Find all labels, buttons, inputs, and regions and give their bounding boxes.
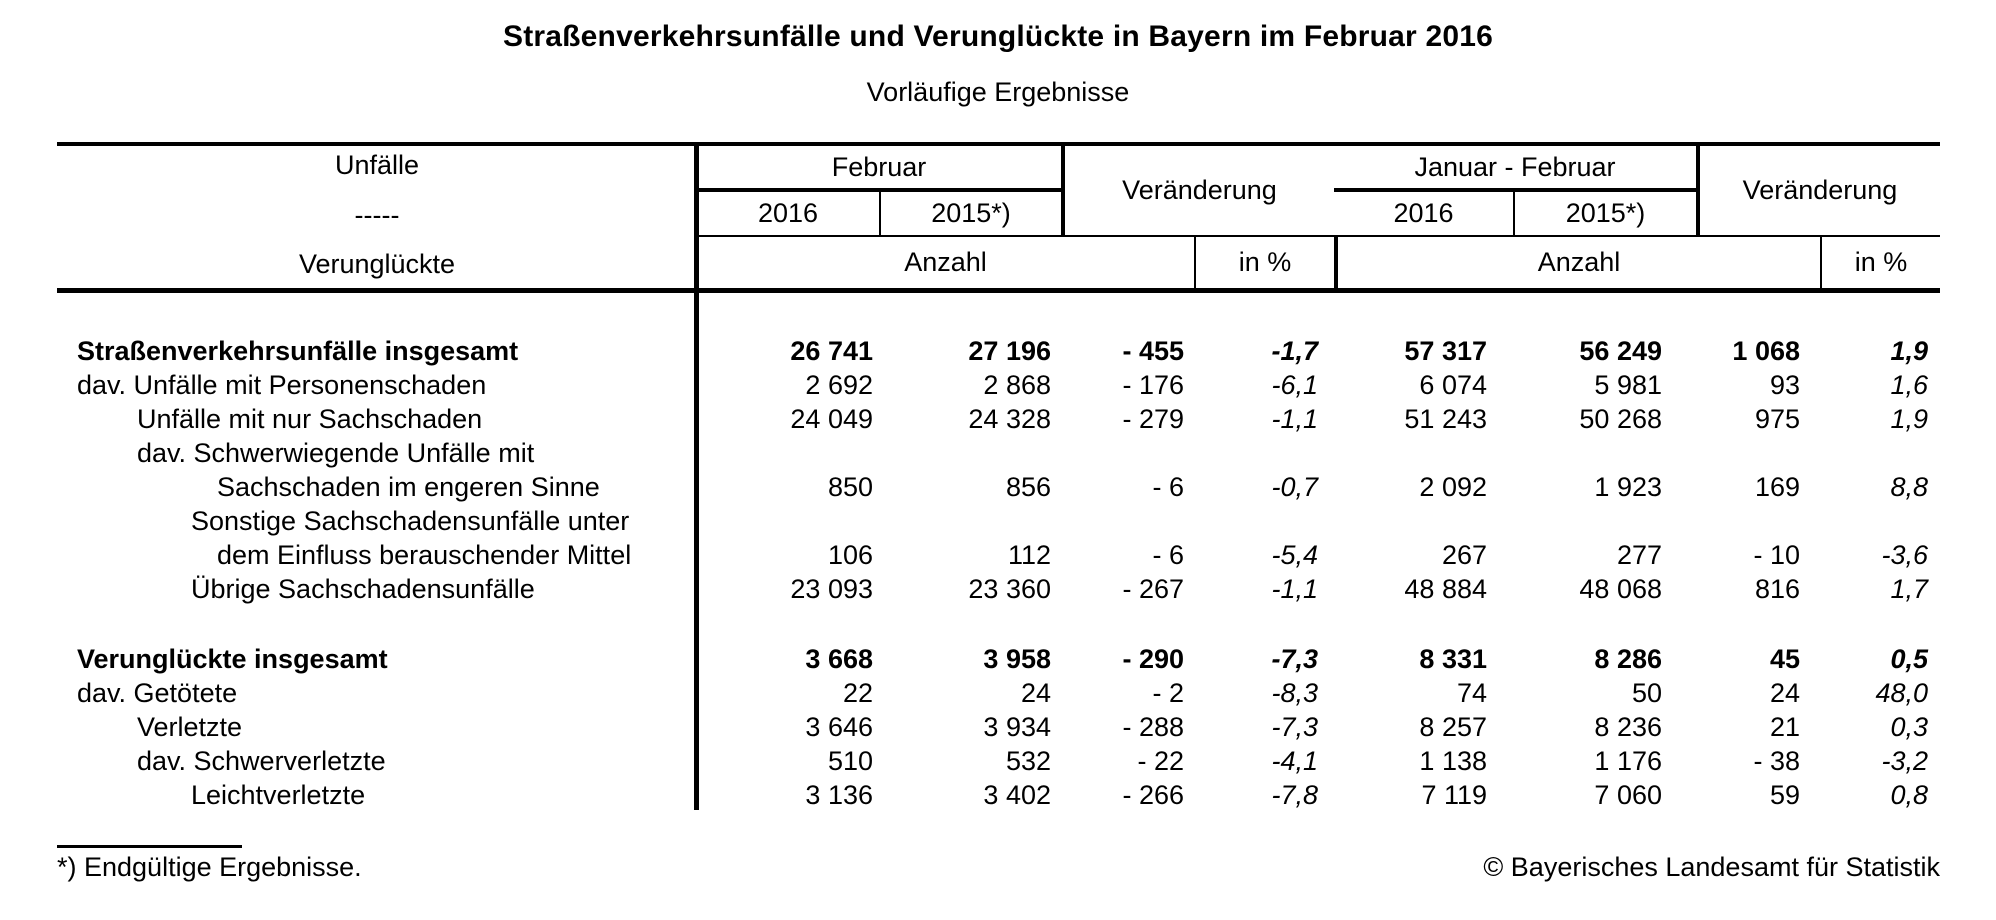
cell-feb-2015: [881, 504, 1061, 538]
cell-feb-2015: 112: [1007, 540, 1051, 570]
cell-feb-change-pct: -4,1: [1271, 746, 1318, 776]
header-februar: Februar: [697, 146, 1061, 192]
cell-feb-2015: 532: [1005, 746, 1051, 776]
row-label: dav. Getötete: [77, 678, 238, 708]
row-label: dem Einfluss berauschender Mittel: [217, 540, 632, 570]
cell-janfeb-2016: [1334, 504, 1515, 538]
cell-janfeb-change-pct: [1822, 436, 1940, 470]
cell-janfeb-change-pct: -3,2: [1881, 746, 1928, 776]
table-row: [57, 436, 1940, 470]
cell-feb-change-pct: [1196, 504, 1334, 538]
cell-janfeb-2015: 1 923: [1594, 472, 1662, 502]
row-label: dav. Schwerwiegende Unfälle mit: [137, 438, 535, 468]
footnote-rule: [57, 845, 242, 848]
cell-feb-change-pct: [1196, 436, 1334, 470]
cell-janfeb-2016: 74: [1456, 678, 1487, 708]
cell-janfeb-change-pct: 8,8: [1890, 472, 1928, 502]
row-label: Straßenverkehrsunfälle insgesamt: [77, 336, 519, 366]
cell-feb-2016: 26 741: [790, 336, 873, 366]
cell-feb-change-abs: - 455: [1122, 336, 1184, 366]
table-row: [57, 710, 1940, 744]
cell-feb-2015: [881, 436, 1061, 470]
cell-feb-2016: [697, 436, 881, 470]
header-2016-janfeb: 2016: [1334, 192, 1515, 237]
cell-feb-change-pct: -7,8: [1271, 780, 1318, 810]
header-veraenderung-janfeb: Veränderung: [1696, 146, 1940, 237]
cell-feb-change-abs: - 6: [1152, 540, 1184, 570]
cell-janfeb-change-pct: [1822, 504, 1940, 538]
cell-feb-2016: 106: [827, 540, 873, 570]
cell-janfeb-change-abs: 1 068: [1732, 336, 1800, 366]
cell-janfeb-2016: 8 331: [1419, 644, 1487, 674]
cell-janfeb-2016: 48 884: [1404, 574, 1487, 604]
cell-feb-change-abs: [1061, 436, 1196, 470]
cell-janfeb-2016: 8 257: [1419, 712, 1487, 742]
cell-feb-change-pct: -5,4: [1271, 540, 1318, 570]
cell-janfeb-change-abs: - 38: [1753, 746, 1800, 776]
cell-janfeb-2016: 267: [1441, 540, 1487, 570]
cell-feb-2016: 510: [827, 746, 873, 776]
cell-janfeb-change-abs: 169: [1754, 472, 1800, 502]
cell-feb-2015: 3 934: [983, 712, 1051, 742]
cell-janfeb-change-abs: 93: [1769, 370, 1800, 400]
header-januar-februar: Januar - Februar: [1334, 146, 1696, 192]
cell-feb-change-abs: - 22: [1137, 746, 1184, 776]
cell-janfeb-change-pct: 1,9: [1890, 336, 1928, 366]
header-anzahl-feb: Anzahl: [697, 237, 1196, 288]
cell-feb-change-abs: - 266: [1122, 780, 1184, 810]
footnote: *) Endgültige Ergebnisse.: [57, 852, 362, 882]
table-row: [57, 744, 1940, 778]
cell-feb-change-abs: - 267: [1122, 574, 1184, 604]
cell-janfeb-change-abs: 975: [1754, 404, 1800, 434]
table-vertical-divider: [694, 142, 699, 810]
cell-feb-change-abs: - 6: [1152, 472, 1184, 502]
cell-feb-2015: 27 196: [968, 336, 1051, 366]
cell-janfeb-change-pct: 0,3: [1890, 712, 1928, 742]
cell-feb-2015: 24: [1020, 678, 1051, 708]
cell-janfeb-change-abs: 45: [1769, 644, 1800, 674]
cell-feb-2015: 856: [1005, 472, 1051, 502]
cell-janfeb-change-abs: 59: [1769, 780, 1800, 810]
cell-janfeb-change-abs: [1696, 504, 1822, 538]
cell-feb-2015: 2 868: [983, 370, 1051, 400]
cell-feb-2016: 23 093: [790, 574, 873, 604]
cell-feb-change-abs: - 288: [1122, 712, 1184, 742]
cell-janfeb-2015: 1 176: [1594, 746, 1662, 776]
cell-feb-change-pct: -6,1: [1271, 370, 1318, 400]
cell-janfeb-change-abs: [1696, 436, 1822, 470]
cell-feb-2016: 3 646: [805, 712, 873, 742]
cell-janfeb-change-abs: 21: [1769, 712, 1800, 742]
copyright: © Bayerisches Landesamt für Statistik: [1483, 852, 1940, 882]
cell-janfeb-2015: 8 286: [1594, 644, 1662, 674]
row-label: Sonstige Sachschadensunfälle unter: [191, 506, 630, 536]
cell-feb-2015: 23 360: [968, 574, 1051, 604]
cell-janfeb-2015: 50 268: [1579, 404, 1662, 434]
cell-feb-change-pct: -0,7: [1271, 472, 1318, 502]
cell-janfeb-change-pct: 1,6: [1890, 370, 1928, 400]
cell-janfeb-change-abs: 816: [1754, 574, 1800, 604]
cell-feb-change-pct: -1,1: [1271, 574, 1318, 604]
row-label: dav. Schwerverletzte: [137, 746, 386, 776]
header-in-pct-janfeb: in %: [1854, 247, 1908, 277]
table-row: [57, 504, 1940, 538]
cell-feb-2015: 3 402: [983, 780, 1051, 810]
header-verunglueckte-label: Verunglückte: [298, 249, 456, 279]
cell-janfeb-2015: 8 236: [1594, 712, 1662, 742]
cell-janfeb-2015: 50: [1631, 678, 1662, 708]
cell-feb-2016: 24 049: [790, 404, 873, 434]
row-label: Verunglückte insgesamt: [77, 644, 388, 674]
page-title: Straßenverkehrsunfälle und Verunglückte in Bayern im Februar 2016: [502, 20, 1493, 53]
cell-janfeb-2015: [1515, 504, 1696, 538]
table-row: [57, 572, 1940, 606]
header-unfaelle-label: Unfälle: [334, 150, 420, 180]
cell-feb-change-abs: - 279: [1122, 404, 1184, 434]
cell-feb-2016: 22: [842, 678, 873, 708]
cell-janfeb-2016: 7 119: [1421, 780, 1487, 810]
cell-feb-2016: 850: [827, 472, 873, 502]
table-row: [57, 778, 1940, 812]
header-2015-janfeb: 2015*): [1515, 192, 1696, 237]
header-separator-dashes: -----: [354, 199, 400, 230]
cell-janfeb-2015: 277: [1616, 540, 1662, 570]
cell-janfeb-change-pct: 48,0: [1875, 678, 1928, 708]
cell-feb-change-pct: -1,7: [1271, 336, 1318, 366]
cell-janfeb-change-pct: 1,9: [1890, 404, 1928, 434]
cell-janfeb-2016: [1334, 436, 1515, 470]
table-row: [57, 368, 1940, 402]
cell-feb-change-abs: - 290: [1122, 644, 1184, 674]
header-2015-feb: 2015*): [881, 192, 1061, 237]
page-subtitle: Vorläufige Ergebnisse: [866, 77, 1130, 107]
header-in-pct-feb: in %: [1238, 247, 1292, 277]
header-2016-feb: 2016: [697, 192, 881, 237]
table-row: [57, 470, 1940, 504]
cell-janfeb-change-abs: - 10: [1753, 540, 1800, 570]
cell-feb-change-abs: - 2: [1152, 678, 1184, 708]
table-row: [57, 538, 1940, 572]
cell-janfeb-2016: 57 317: [1404, 336, 1487, 366]
row-label: dav. Unfälle mit Personenschaden: [77, 370, 487, 400]
row-label: Übrige Sachschadensunfälle: [191, 574, 535, 604]
cell-janfeb-2016: 51 243: [1404, 404, 1487, 434]
row-label: Unfälle mit nur Sachschaden: [137, 404, 483, 434]
table-row: [57, 642, 1940, 676]
cell-janfeb-change-pct: 0,8: [1890, 780, 1928, 810]
cell-janfeb-change-pct: 0,5: [1890, 644, 1928, 674]
row-label: Leichtverletzte: [191, 780, 366, 810]
cell-feb-2016: 3 136: [805, 780, 873, 810]
table-header: [57, 142, 1940, 293]
cell-feb-2016: 2 692: [805, 370, 873, 400]
cell-janfeb-2016: 1 138: [1419, 746, 1487, 776]
cell-feb-2015: 24 328: [968, 404, 1051, 434]
cell-feb-2016: [697, 504, 881, 538]
cell-janfeb-change-pct: -3,6: [1881, 540, 1928, 570]
cell-janfeb-change-pct: 1,7: [1890, 574, 1928, 604]
cell-janfeb-2016: 2 092: [1419, 472, 1487, 502]
table-body: [57, 298, 1940, 812]
table-row: [57, 402, 1940, 436]
cell-feb-change-pct: -8,3: [1271, 678, 1318, 708]
cell-feb-2015: 3 958: [983, 644, 1051, 674]
cell-janfeb-change-abs: 24: [1769, 678, 1800, 708]
cell-feb-change-abs: [1061, 504, 1196, 538]
header-anzahl-janfeb: Anzahl: [1334, 237, 1822, 288]
row-label: Sachschaden im engeren Sinne: [217, 472, 600, 502]
header-unfaelle-verunglueckte: [57, 146, 697, 288]
cell-feb-change-pct: -7,3: [1271, 644, 1318, 674]
cell-feb-change-abs: - 176: [1122, 370, 1184, 400]
cell-janfeb-2015: 56 249: [1579, 336, 1662, 366]
cell-janfeb-2015: 7 060: [1594, 780, 1662, 810]
table-row: [57, 676, 1940, 710]
cell-feb-2016: 3 668: [805, 644, 873, 674]
cell-feb-change-pct: -1,1: [1271, 404, 1318, 434]
cell-janfeb-2015: [1515, 436, 1696, 470]
row-label: Verletzte: [137, 712, 243, 742]
table-row: [57, 334, 1940, 368]
cell-janfeb-2015: 48 068: [1579, 574, 1662, 604]
header-veraenderung-feb: Veränderung: [1061, 146, 1334, 237]
cell-janfeb-2015: 5 981: [1594, 370, 1662, 400]
cell-feb-change-pct: -7,3: [1271, 712, 1318, 742]
cell-janfeb-2016: 6 074: [1419, 370, 1487, 400]
